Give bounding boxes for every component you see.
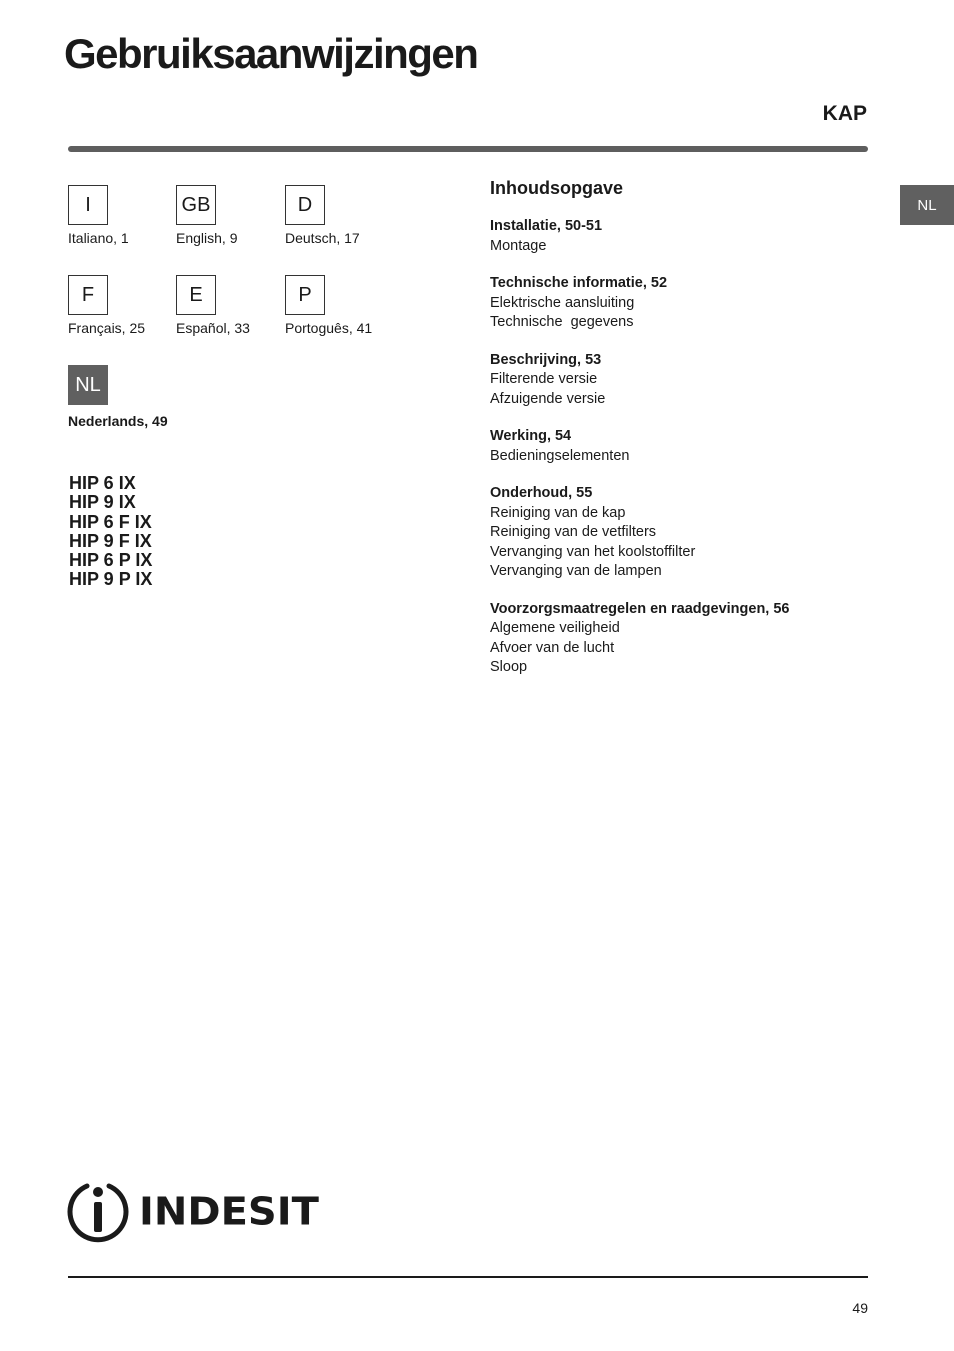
toc-item: Reiniging van de vetfilters — [490, 524, 657, 540]
toc-section-title: Werking, 54 — [490, 428, 572, 444]
page-title: Gebruiksaanwijzingen — [64, 30, 478, 77]
language-entry-english — [176, 185, 286, 246]
toc-section-voorzorgsmaatregelen — [490, 600, 890, 678]
language-entry-nederlands — [68, 365, 178, 429]
toc-item: Vervanging van de lampen — [490, 563, 662, 579]
toc-item: Bedieningselementen — [490, 447, 630, 464]
language-label: Deutsch, 17 — [285, 230, 360, 246]
footer-divider — [68, 1276, 868, 1278]
language-code-box: E — [176, 275, 216, 315]
model-name: HIP 9 F IX — [69, 530, 152, 551]
page-number: 49 — [852, 1300, 868, 1316]
toc-section-title: Voorzorgsmaatregelen en raadgevingen, 56 — [490, 600, 790, 617]
toc-section-title: Beschrijving, 53 — [490, 351, 602, 368]
language-code-box: I — [68, 185, 108, 225]
language-code-box: GB — [176, 185, 216, 225]
toc-item: Sloop — [490, 659, 528, 675]
model-name: HIP 6 IX — [69, 473, 136, 493]
language-label: Español, 33 — [176, 320, 250, 336]
language-entry-portogues — [285, 275, 395, 336]
toc-section-technische-informatie — [490, 274, 890, 333]
toc-section-werking — [490, 427, 890, 466]
language-entry-espanol — [176, 275, 286, 336]
toc-section-title: Technische informatie, 52 — [490, 275, 668, 291]
toc-item: Algemene veiligheid — [490, 620, 620, 636]
toc-item: Technische gegevens — [490, 314, 634, 330]
model-name: HIP 6 F IX — [69, 511, 152, 532]
language-label-active: Nederlands, 49 — [68, 413, 168, 429]
toc-section-title: Installatie, 50-51 — [490, 218, 603, 234]
model-name: HIP 9 P IX — [69, 569, 153, 590]
toc-section-onderhoud — [490, 484, 890, 582]
header-divider — [68, 146, 868, 152]
toc-heading: Inhoudsopgave — [490, 178, 624, 198]
toc-item: Vervanging van het koolstoffilter — [490, 543, 696, 560]
table-of-contents — [490, 178, 890, 696]
model-list — [69, 474, 152, 590]
toc-section-title: Onderhoud, 55 — [490, 485, 593, 501]
model-name: HIP 9 IX — [69, 492, 136, 513]
indesit-i-icon — [67, 1180, 129, 1244]
toc-item: Filterende versie — [490, 371, 598, 387]
language-label: Italiano, 1 — [68, 230, 129, 246]
brand-wordmark: INDESIT — [139, 1190, 319, 1234]
language-code-box: P — [285, 275, 325, 315]
language-code-box: D — [285, 185, 325, 225]
brand-logo — [67, 1180, 319, 1244]
toc-section-installatie — [490, 217, 890, 256]
toc-item: Afvoer van de lucht — [490, 639, 615, 656]
language-entry-italiano — [68, 185, 178, 246]
language-side-tab: NL — [900, 185, 954, 225]
toc-item: Reiniging van de kap — [490, 504, 626, 521]
language-code-box-active: NL — [68, 365, 108, 405]
language-label: Français, 25 — [68, 320, 146, 336]
toc-item: Elektrische aansluiting — [490, 294, 635, 311]
model-name: HIP 6 P IX — [69, 550, 153, 571]
language-code-box: F — [68, 275, 108, 315]
toc-item: Afzuigende versie — [490, 390, 606, 407]
language-entry-deutsch — [285, 185, 395, 246]
language-label: English, 9 — [176, 230, 238, 246]
language-entry-francais — [68, 275, 178, 336]
toc-section-beschrijving — [490, 351, 890, 410]
toc-item: Montage — [490, 237, 547, 254]
product-category: KAP — [822, 102, 867, 125]
language-label: Portoguês, 41 — [285, 320, 373, 336]
